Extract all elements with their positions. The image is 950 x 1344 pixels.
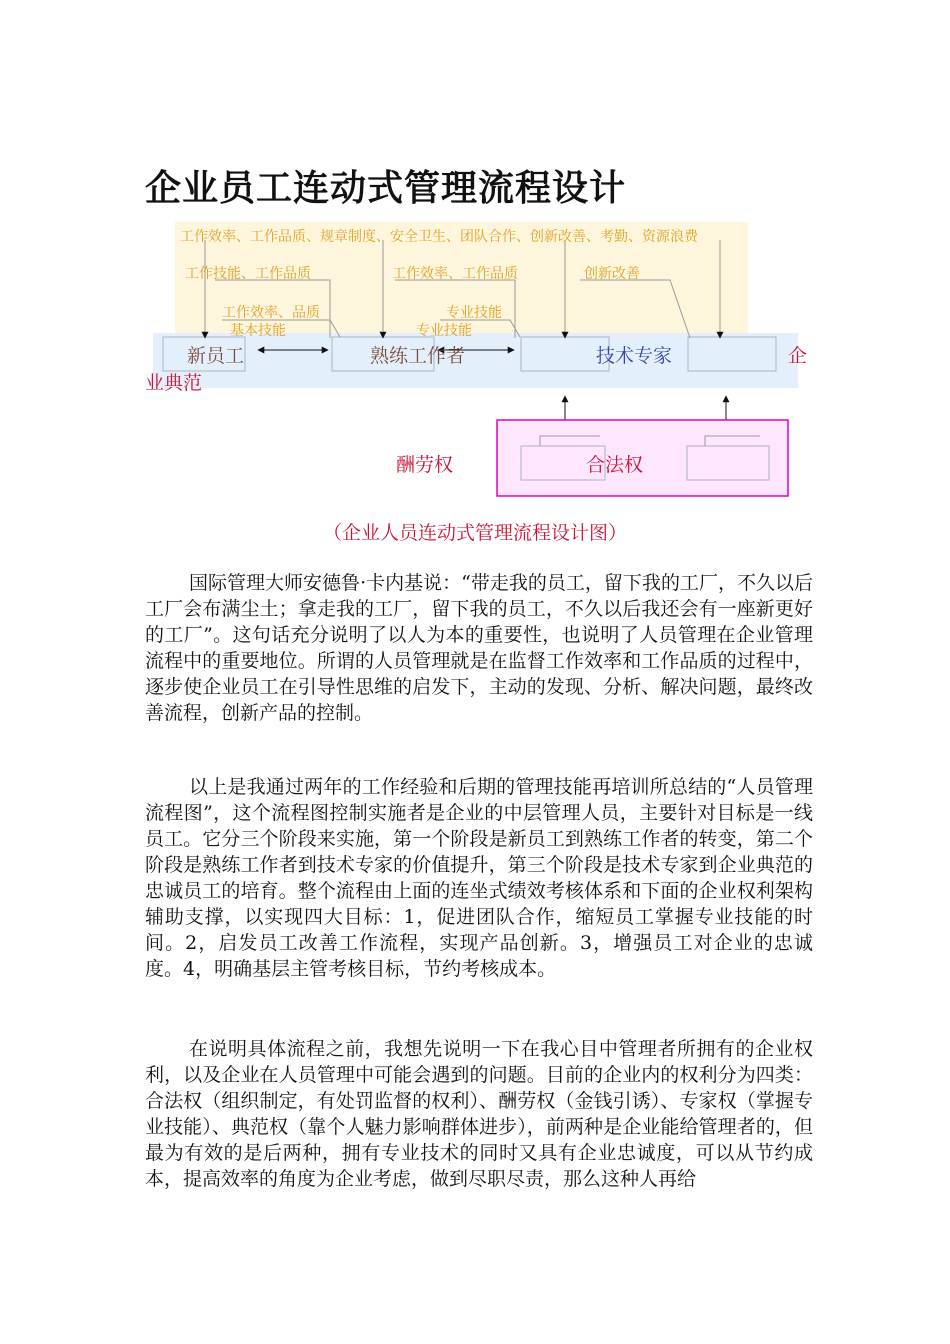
second-row-middle-criteria: 工作效率、工作品质	[392, 266, 518, 282]
remuneration-right-label: 酬劳权	[396, 454, 454, 476]
paragraph-3: 在说明具体流程之前，我想先说明一下在我心目中管理者所拥有的企业权利，以及企业在人员管理中可能会遇到的问题。目前的企业内的权利分为四类：合法权（组织制定，有处罚监督的权利）、酬劳权（金钱引诱）、专家权（掌握专业技能）、典范权（靠个人魅力影响群体进步），前两种是企业能给管理者的，但最为有效的是后两种，拥有专业技术的同时又具有企业忠诚度，可以从节约成本，提高效率的角度为企业考虑，做到尽职尽责，那么这种人再给	[145, 1038, 813, 1190]
stage-new-employee: 新员工	[187, 345, 245, 367]
page-title: 企业员工连动式管理流程设计	[145, 167, 627, 209]
paragraph-2: 以上是我通过两年的工作经验和后期的管理技能再培训所总结的“人员管理流程图”，这个流程图控制实施者是企业的中层管理人员，主要针对目标是一线员工。它分三个阶段来实施，第一个阶段是新员工到熟练工作者的转变，第二个阶段是熟练工作者到技术专家的价值提升，第三个阶段是技术专家到企业典范的忠诚员工的培育。整个流程由上面的连坐式绩效考核体系和下面的企业权利架构辅助支撑，以实现四大目标：1，促进团队合作，缩短员工掌握专业技能的时间。2，启发员工改善工作流程，实现产品创新。3，增强员工对企业的忠诚度。4，明确基层主管考核目标，节约考核成本。	[145, 776, 813, 980]
diagram-shapes	[0, 0, 950, 520]
stage-enterprise-model-part1: 企	[788, 345, 808, 367]
management-flow-diagram	[0, 0, 950, 520]
second-row-right-criteria: 创新改善	[584, 266, 640, 282]
diagram-caption: （企业人员连动式管理流程设计图）	[322, 522, 627, 544]
stage-tech-expert: 技术专家	[596, 345, 673, 367]
paragraph-1: 国际管理大师安德鲁·卡内基说：“带走我的员工，留下我的工厂，不久以后工厂会布满尘土；拿走我的工厂，留下我的员工，不久以后我还会有一座新更好的工厂”。这句话充分说明了以人为本的重要性，也说明了人员管理在企业管理流程中的重要地位。所谓的人员管理就是在监督工作效率和工作品质的过程中，逐步使企业员工在引导性思维的启发下，主动的发现、分析、解决问题，最终改善流程，创新产品的控制。	[145, 572, 813, 724]
top-row-criteria: 工作效率、工作品质、规章制度、安全卫生、团队合作、创新改善、考勤、资源浪费	[180, 229, 698, 245]
legal-right-label: 合法权	[586, 454, 644, 476]
basic-skill-label: 基本技能	[230, 323, 286, 339]
second-row-left-criteria: 工作技能、工作品质	[185, 266, 311, 282]
stage-enterprise-model-part2: 业典范	[145, 372, 203, 394]
stage-skilled-worker: 熟练工作者	[370, 345, 466, 367]
efficiency-quality-label: 工作效率、品质	[222, 305, 320, 321]
blue-band	[153, 333, 798, 388]
pro-skill-label-2: 专业技能	[416, 323, 472, 339]
pro-skill-label-1: 专业技能	[446, 305, 502, 321]
